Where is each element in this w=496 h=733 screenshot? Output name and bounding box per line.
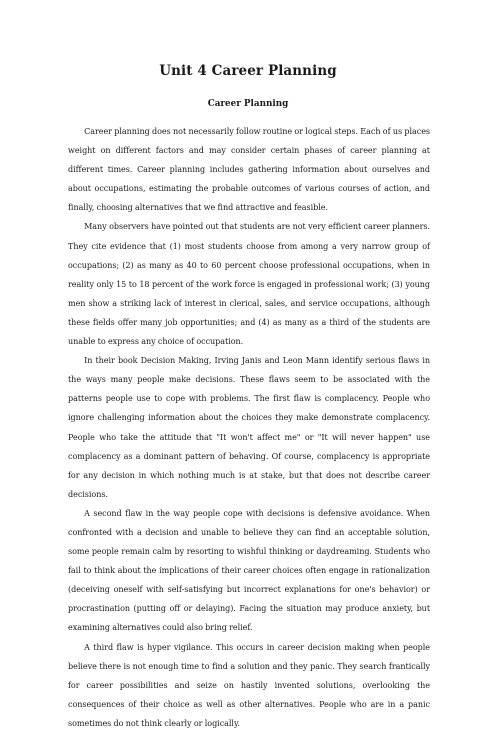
section-title: Career Planning (207, 99, 289, 109)
paragraph-3: In their book Decision Making, Irving Janis and Leon Mann identify serious flaws in the ways many people make decisions. These flaws seem to be associated with the patterns people use to cope with problems. The first flaw is complacency. People who ignore challenging information about the choices they make demonstrate complacency. People who take the attitude that "It won't affect me" or "It will never happen" use complacency as a dominant pattern of behaving. Of course, complacency is appropriate for any decision in which nothing much is at stake, but that does not describe career decisions. (68, 356, 430, 499)
body-text (68, 122, 430, 733)
paragraph-4: A second flaw in the way people cope with decisions is defensive avoidance. When confronted with a decision and unable to believe they can find an acceptable solution, some people remain calm by resorting to wishful thinking or daydreaming. Students who fail to think about the implications of their career choices often engage in rationalization (deceiving oneself with self-satisfying but incorrect explanations for one's behavior) or procrastination (putting off or delaying). Facing the situation may produce anxiety, but examining alternatives could also bring relief. (68, 508, 430, 633)
paragraph-2: Many observers have pointed out that students are not very efficient career planners. They cite evidence that (1) most students choose from among a very narrow group of occupations; (2) as many as 40 to 60 percent choose professional occupations, when in reality only 15 to 18 percent of the work force is engaged in professional work; (3) young men show a striking lack of interest in clerical, sales, and service occupations, although these fields offer many job opportunities; and (4) as many as a third of the students are unable to express any choice of occupation. (68, 222, 430, 347)
document-title: Unit 4 Career Planning (159, 63, 337, 79)
paragraph-1: Career planning does not necessarily follow routine or logical steps. Each of us places weight on different factors and may consider certain phases of career planning at different times. Career planning includes gathering information about ourselves and about occupations, estimating the probable outcomes of various courses of action, and finally, choosing alternatives that we find attractive and feasible. (68, 127, 430, 213)
paragraph-5: A third flaw is hyper vigilance. This occurs in career decision making when people believe there is not enough time to find a solution and they panic. They search frantically for career possibilities and seize on hastily invented solutions, overlooking the consequences of their choice as well as other alternatives. People who are in a panic sometimes do not think clearly or logically. (68, 642, 430, 728)
